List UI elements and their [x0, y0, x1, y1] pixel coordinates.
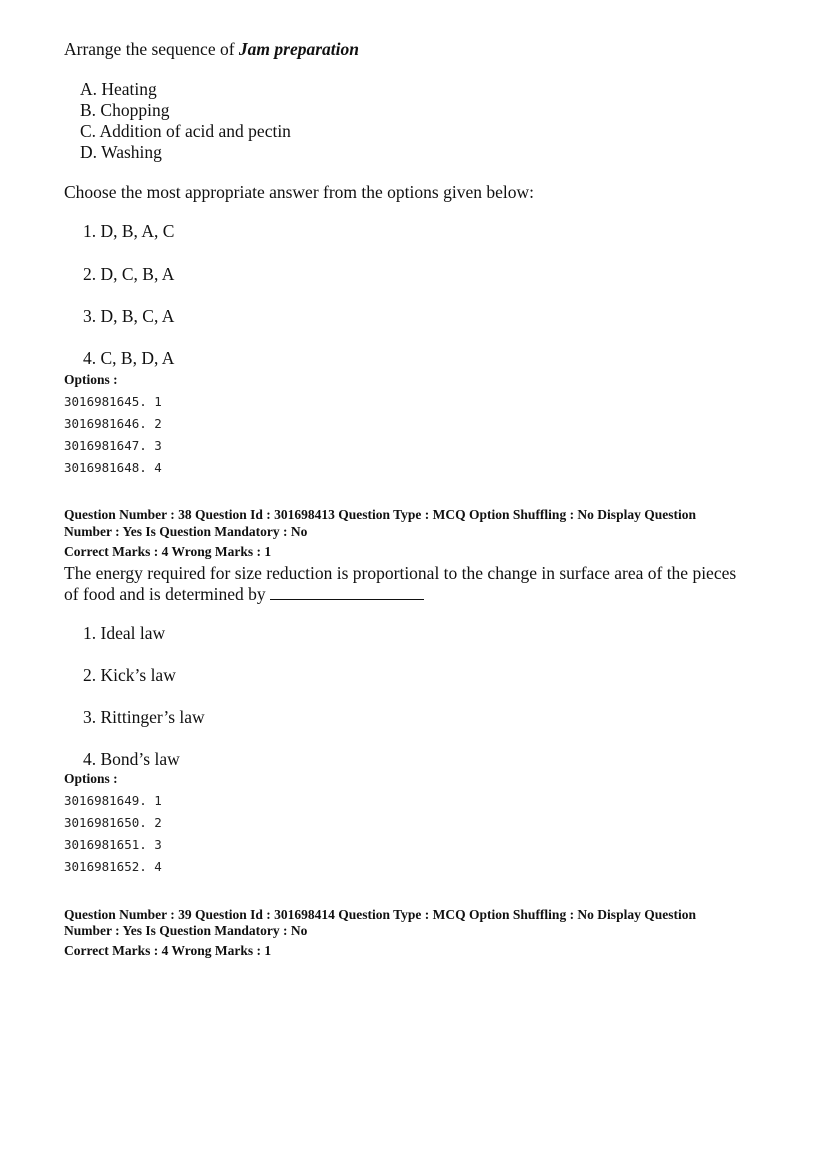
q38-meta-line2: Number : Yes Is Question Mandatory : No — [64, 524, 308, 539]
q37-stem — [64, 39, 359, 60]
q39-meta-line2: Number : Yes Is Question Mandatory : No — [64, 923, 308, 938]
q38-option-id: 3016981652. 4 — [64, 859, 162, 874]
q38-options-label: Options : — [64, 771, 118, 786]
q37-choice: 1. D, B, A, C — [83, 221, 175, 241]
q37-item: A. Heating — [80, 79, 157, 99]
q37-item: B. Chopping — [80, 100, 170, 120]
q38-option-id: 3016981651. 3 — [64, 837, 162, 852]
q38-marks: Correct Marks : 4 Wrong Marks : 1 — [64, 544, 272, 559]
q37-instruction: Choose the most appropriate answer from the options given below: — [64, 182, 534, 202]
q37-stem-emphasis: Jam preparation — [238, 39, 360, 59]
q38-option-id: 3016981649. 1 — [64, 793, 162, 808]
q38-choice: 3. Rittinger’s law — [83, 707, 205, 727]
q38-answer-blank — [270, 585, 424, 600]
q37-choice: 2. D, C, B, A — [83, 264, 175, 284]
q38-meta-line1: Question Number : 38 Question Id : 301698413 Question Type : MCQ Option Shuffling : No Display Question — [64, 507, 696, 522]
q37-option-id: 3016981645. 1 — [64, 394, 162, 409]
q37-stem-prefix: Arrange the sequence of — [64, 39, 235, 59]
q38-stem-line1: The energy required for size reduction is proportional to the change in surface area of the pieces — [64, 563, 737, 583]
q37-option-id: 3016981646. 2 — [64, 416, 162, 431]
q37-options-label: Options : — [64, 372, 118, 387]
q39-marks: Correct Marks : 4 Wrong Marks : 1 — [64, 943, 272, 958]
q38-option-id: 3016981650. 2 — [64, 815, 162, 830]
q37-option-id: 3016981648. 4 — [64, 460, 162, 475]
q37-item: D. Washing — [80, 142, 162, 162]
q37-item: C. Addition of acid and pectin — [80, 121, 291, 141]
q38-choice: 2. Kick’s law — [83, 665, 176, 685]
q38-stem-line2-text: of food and is determined by — [64, 584, 266, 604]
q38-stem-line2 — [64, 584, 424, 605]
q38-choice: 4. Bond’s law — [83, 749, 180, 769]
q37-option-id: 3016981647. 3 — [64, 438, 162, 453]
q37-choice: 4. C, B, D, A — [83, 348, 175, 368]
q38-choice: 1. Ideal law — [83, 623, 166, 643]
q37-choice: 3. D, B, C, A — [83, 306, 175, 326]
q39-meta-line1: Question Number : 39 Question Id : 301698414 Question Type : MCQ Option Shuffling : No Display Question — [64, 907, 696, 922]
